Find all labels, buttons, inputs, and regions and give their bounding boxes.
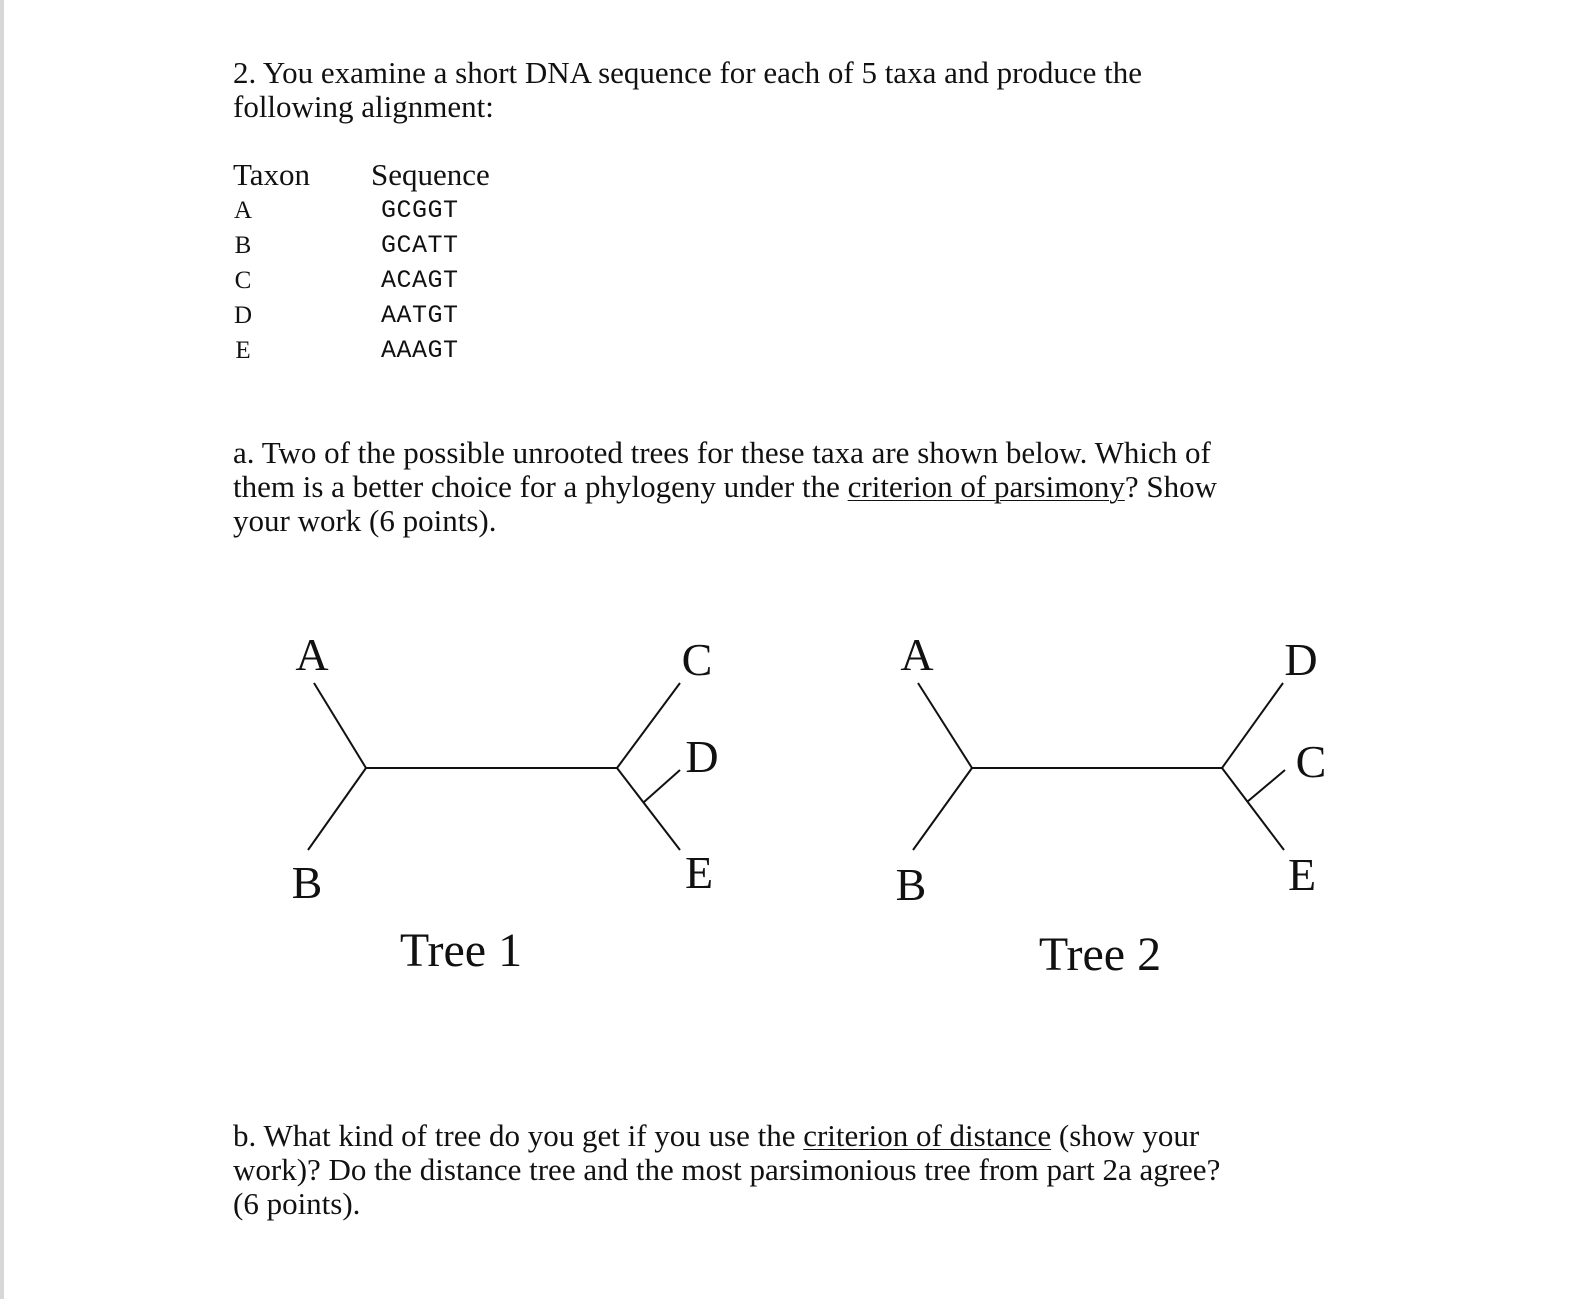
part-b-line-3: (6 points). xyxy=(233,1186,361,1221)
taxon-label-a: A xyxy=(233,197,253,224)
taxon-label-c: C xyxy=(234,267,252,294)
part-b-text xyxy=(233,1119,1220,1221)
part-a-line-2-start: them is a better choice for a phylogeny under the xyxy=(233,469,848,504)
tree-1-branch-a xyxy=(314,683,366,768)
criterion-of-parsimony-underlined: criterion of parsimony xyxy=(847,469,1125,504)
tree-2-branch-d xyxy=(1222,683,1283,768)
part-b-line-1-start: b. What kind of tree do you get if you use the xyxy=(233,1118,804,1153)
tree-2-label-d: D xyxy=(1284,634,1318,685)
sequence-b: GCATT xyxy=(381,231,459,260)
part-b-line-1-end: (show your xyxy=(1051,1118,1200,1153)
tree-1-caption: Tree 1 xyxy=(399,924,523,977)
tree-1-label-b: B xyxy=(291,857,323,908)
tree-2-branch-b xyxy=(913,768,972,850)
tree-1-label-a: A xyxy=(295,629,329,680)
tree-1 xyxy=(292,629,719,977)
tree-2-label-b: B xyxy=(895,859,927,910)
criterion-of-distance-underlined: criterion of distance xyxy=(803,1118,1052,1153)
tree-1-branch-d xyxy=(644,770,680,802)
tree-2-label-c: C xyxy=(1295,736,1327,787)
question-2-line-2: following alignment: xyxy=(233,89,494,124)
sequence-e: AAAGT xyxy=(381,336,459,365)
tree-1-label-e: E xyxy=(684,847,714,898)
question-2-line-1: 2. You examine a short DNA sequence for each of 5 taxa and produce the xyxy=(233,55,1143,90)
sequence-column-header: Sequence xyxy=(371,157,490,192)
taxon-label-b: B xyxy=(234,232,252,259)
tree-2-caption: Tree 2 xyxy=(1038,928,1162,981)
part-b-line-2: work)? Do the distance tree and the most parsimonious tree from part 2a agree? xyxy=(233,1152,1221,1187)
taxon-label-e: E xyxy=(235,337,251,364)
sequence-d: AATGT xyxy=(381,301,459,330)
tree-2-label-a: A xyxy=(900,629,934,680)
tree-1-branch-b xyxy=(308,768,366,850)
tree-1-branch-e xyxy=(617,768,680,850)
part-a-line-2-end: ? Show xyxy=(1124,469,1217,504)
sequence-a: GCGGT xyxy=(381,196,459,225)
taxon-column-header: Taxon xyxy=(233,157,311,192)
tree-2-branch-e xyxy=(1222,768,1284,850)
taxon-label-d: D xyxy=(233,302,253,329)
part-a-line-1: a. Two of the possible unrooted trees for these taxa are shown below. Which of xyxy=(233,435,1211,470)
tree-2 xyxy=(896,629,1327,981)
tree-1-branch-c xyxy=(617,683,680,768)
tree-2-branch-c xyxy=(1247,770,1285,802)
tree-1-label-c: C xyxy=(681,634,713,685)
part-b-line-1 xyxy=(233,1119,1220,1153)
part-a-line-3: your work (6 points). xyxy=(233,503,497,538)
tree-2-label-e: E xyxy=(1287,849,1317,900)
tree-1-label-d: D xyxy=(685,731,719,782)
tree-2-branch-a xyxy=(918,683,972,768)
sequence-c: ACAGT xyxy=(381,266,459,295)
